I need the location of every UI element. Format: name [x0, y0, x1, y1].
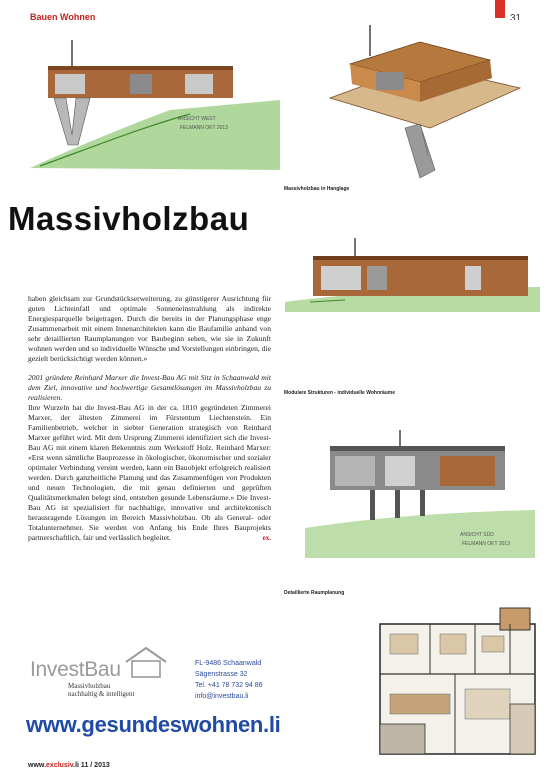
sketch-label: ANSICHT SÜD	[460, 532, 494, 538]
caption-hanglage: Massivholzbau in Hanglage	[284, 186, 350, 192]
sketch-label: ANSICHT WEST	[178, 116, 216, 122]
paragraph	[28, 373, 271, 543]
house-logo-icon	[122, 644, 170, 678]
address-line: FL-9486 Schaanwald	[195, 660, 262, 667]
footer-issue: .li 11 / 2013	[73, 762, 110, 769]
website-link[interactable]: www.gesundeswohnen.li	[26, 712, 281, 737]
page-marker	[495, 0, 505, 18]
floor-plan	[360, 604, 540, 774]
company-tagline	[68, 682, 134, 698]
tagline-line: nachhaltig & intelligent	[68, 690, 135, 698]
sketch-side-elevation	[300, 428, 540, 558]
caption-modular: Modulare Strukturen - individuelle Wohnräume	[284, 390, 396, 396]
tagline-line: Massivholzbau	[68, 682, 111, 690]
signoff: ex.	[262, 534, 271, 542]
paragraph-text: Ihre Wurzeln hat die Invest-Bau AG in der ca. 1810 gegründeten Zimmerei Marxer, der ältesten Zimmerei im Fürstentum Liechtenstein. Ein Familienbetrieb, welcher in siebter Generation strategisch von Reinhard Marxer geführt wird. Mit dem Ursprung Zimmerei identifiziert sich die Invest-Bau AG mit einem klaren Bekenntnis zum Werkstoff Holz. Reinhard Marxer: «Erst wenn sämtliche Bauprozesse in ökologischer, ökonomischer und sozialer optimaler Verbindung vereint werden, kann ein Bauobjekt erfolgreich realisiert werden. Durch ganzheitliche Planung und das Zusammenfügen von Produkten und neuen Technologien, die mit genau definierten und geprüften Qualitätsmerkmalen belegt sind, entstehen gesunde Lebensräume.» Die Invest-Bau AG ist spezialisiert für nachhaltige, innovative und architektonisch herausragende Lösungen im Bereich Massivholzbau. Ob als General- oder Totalunternehmer. Sie werden von Anfang bis Ende Ihres Bauprojekts partnerschaftlich, fair und verlässlich begleitet.	[28, 403, 271, 542]
sketch-hillside-elevation	[20, 30, 280, 170]
address-line: Sägenstrasse 32	[195, 671, 248, 678]
section-label: Bauen Wohnen	[30, 12, 96, 22]
sketch-perspective	[310, 20, 530, 180]
contact-block	[195, 658, 263, 702]
company-logo: InvestBau	[30, 658, 121, 681]
sketch-modular	[285, 232, 540, 312]
sketch-signature: FELMANN OKT 2013	[180, 125, 228, 131]
footer-brand: exclusiv	[46, 762, 74, 769]
page-number: 31	[510, 13, 522, 24]
page-title: Massivholzbau	[8, 200, 250, 237]
phone: Tel. +41 78 732 94 86	[195, 682, 263, 689]
footer	[28, 762, 110, 769]
footer-prefix: www.	[28, 762, 47, 769]
paragraph: haben gleichsam zur Grundstückserweiterung, zu günstigerer Ausrichtung für guten Lichteinfall und optimale Sonneneinstrahlung als indirekte Energiesparquelle beigetragen. Durch die bereits in der Planungsphase enge Zusammenarbeit mit einem Innenarchitekten kann die Baufamilie anhand von sehr detaillierten Raumplanungen vor Baubeginn sehen, wie sie in Zukunft wohnen werden und so individuelle Wünsche und Vorstellungen einbringen, die gezielt berücksichtigt werden können.»	[28, 294, 271, 363]
sketch-signature: FELMANN OKT 2013	[462, 541, 510, 547]
article-body	[28, 294, 271, 552]
email-link[interactable]: info@investbau.li	[195, 693, 249, 700]
intro-italic: 2001 gründete Reinhard Marxer die Invest-Bau AG mit Sitz in Schaanwald mit dem Ziel, innovative und hochwertige Gesamtlösungen im Massivholzbau zu realisieren.	[28, 373, 271, 402]
caption-raumplanung: Detaillierte Raumplanung	[284, 590, 345, 596]
